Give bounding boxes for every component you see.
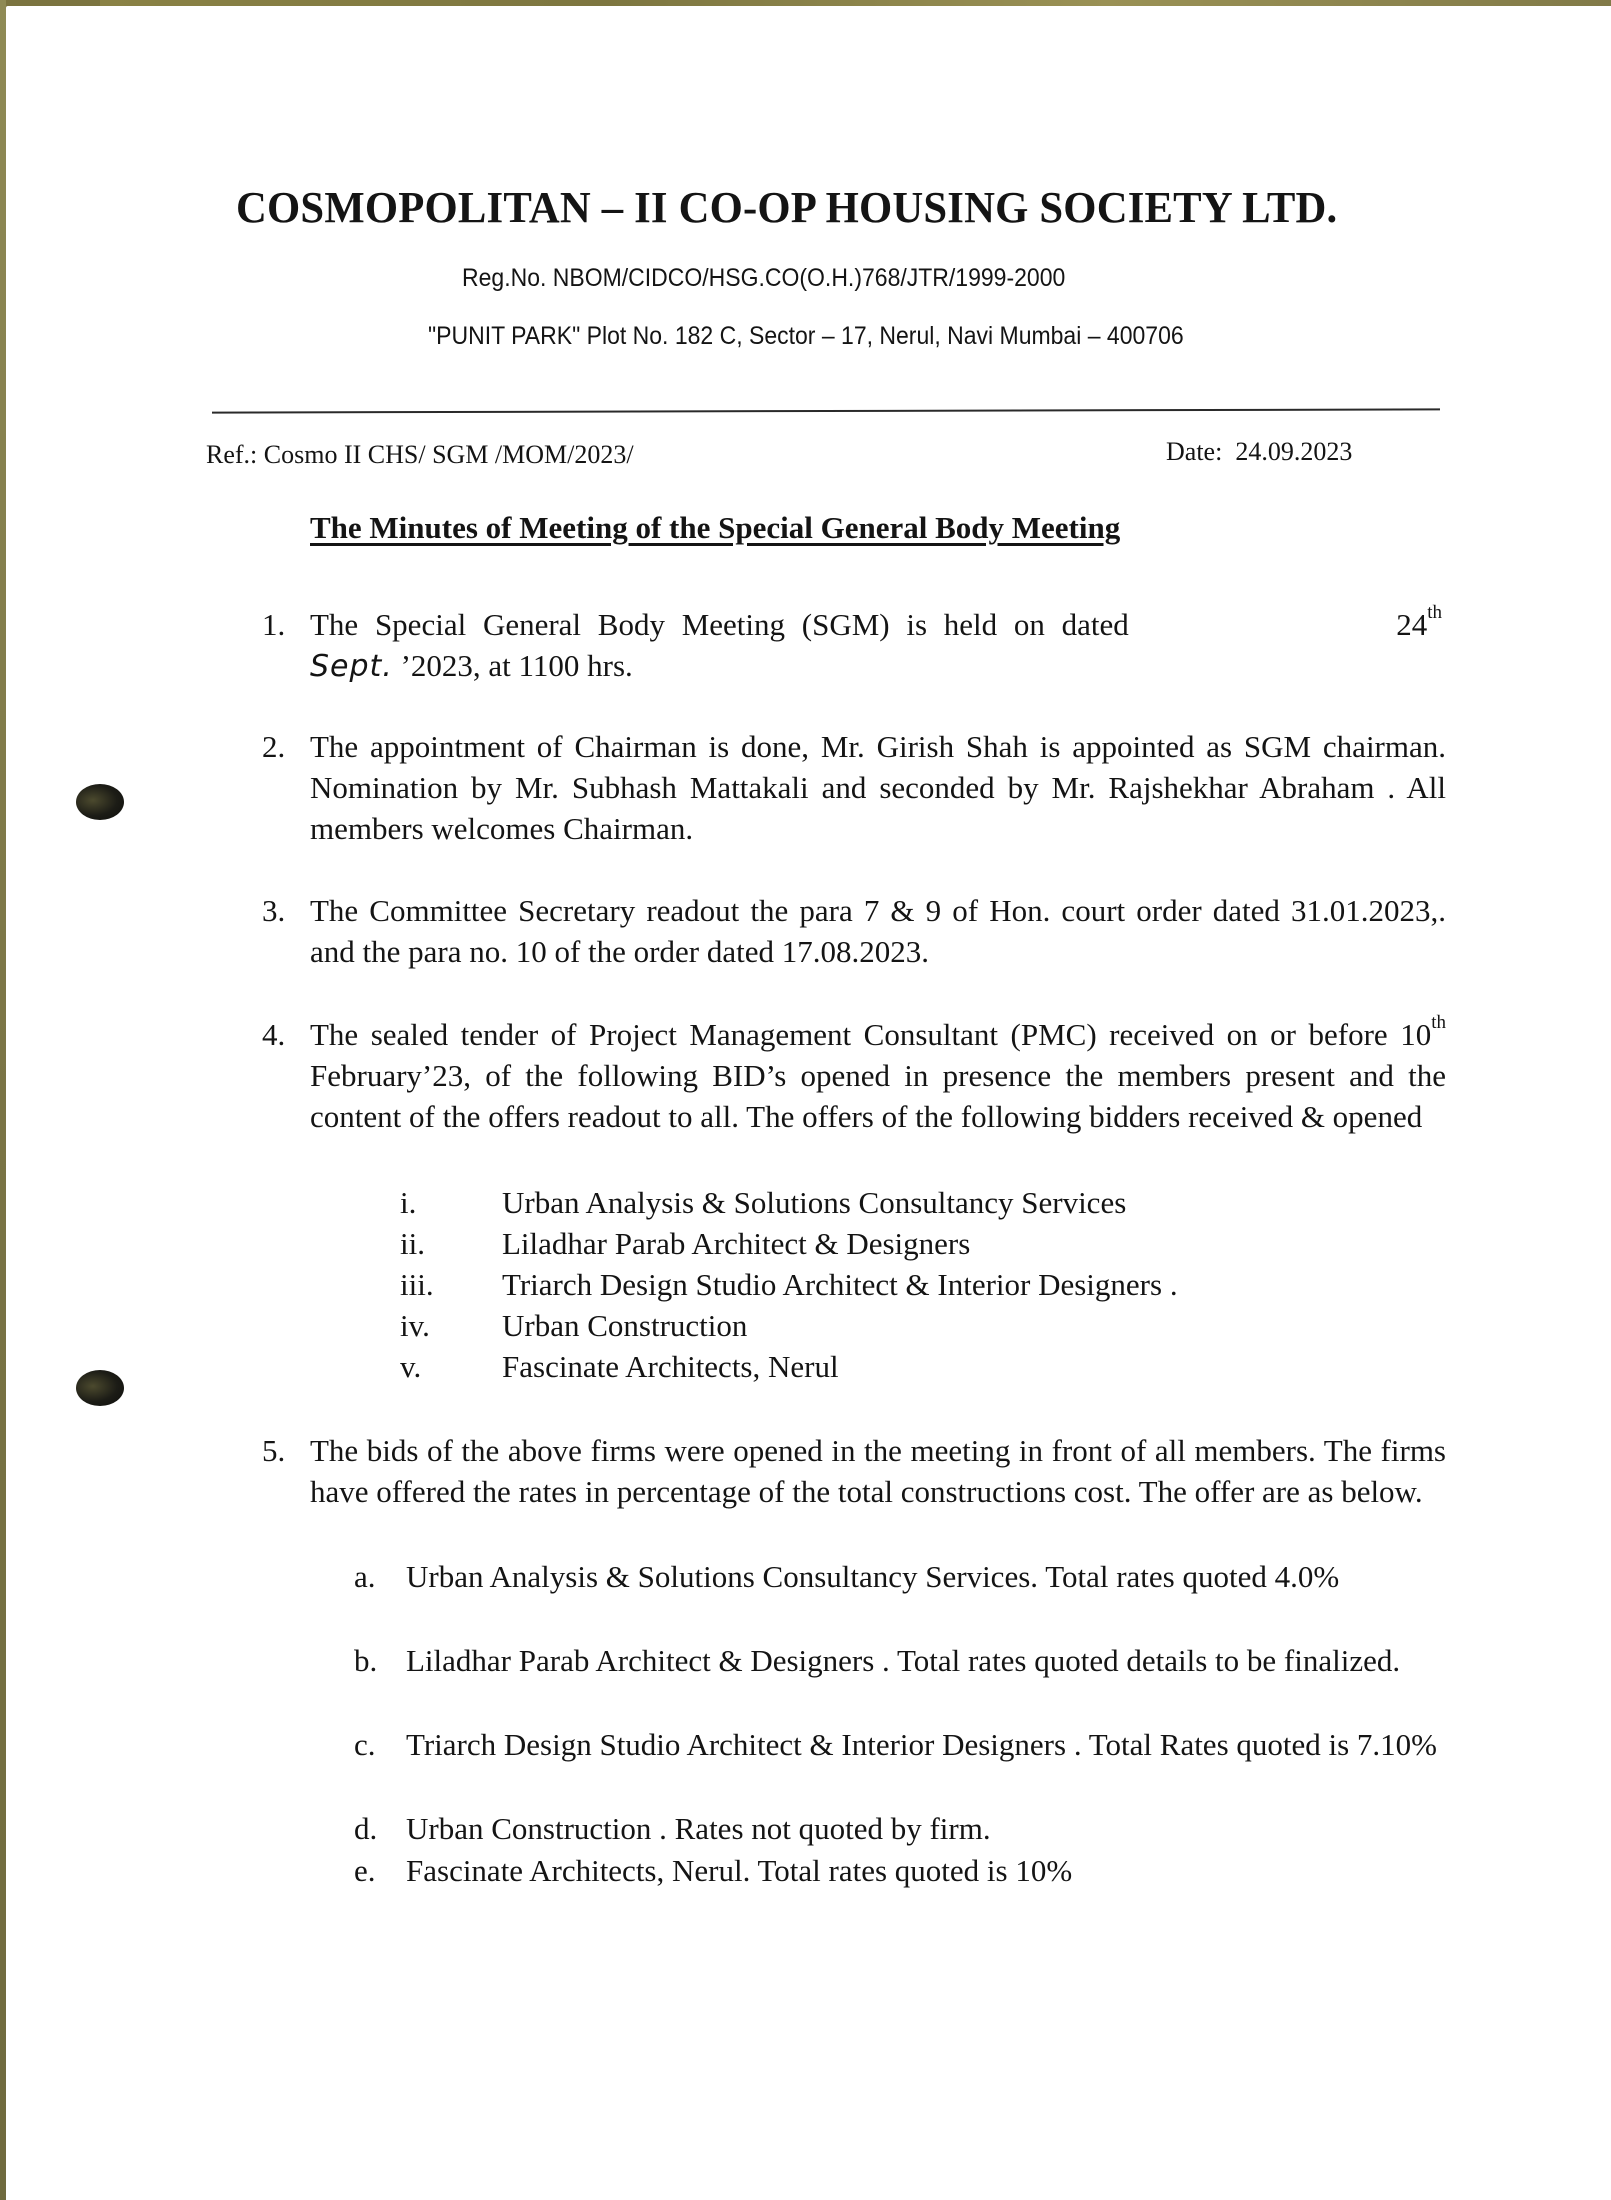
- item-text: The Special General Body Meeting (SGM) is held on dated: [310, 607, 1129, 642]
- day-number: 24: [1396, 607, 1428, 642]
- item-number: 1.: [262, 607, 286, 642]
- bidder-name: Urban Construction: [502, 1308, 748, 1343]
- minutes-title: The Minutes of Meeting of the Special General Body Meeting: [310, 510, 1121, 545]
- handwritten-month: Sept.: [310, 649, 393, 684]
- date-label: Date:: [1166, 437, 1223, 466]
- offer-item-b: [354, 1640, 1452, 1682]
- offer-text: Liladhar Parab Architect & Designers . Total rates quoted details to be finalized.: [406, 1643, 1401, 1678]
- offer-text: Triarch Design Studio Architect & Interior Designers . Total Rates quoted is 7.10%: [406, 1727, 1438, 1762]
- bidder-name: Fascinate Architects, Nerul: [502, 1349, 839, 1384]
- item-body: [310, 1011, 1446, 1137]
- bidder-name: Urban Analysis & Solutions Consultancy Services: [502, 1185, 1127, 1220]
- hole-punch-bottom: [76, 1370, 124, 1406]
- offer-letter: a.: [354, 1559, 376, 1594]
- item-text-continued: February’23, of the following BID’s opened in presence the members present and the content of the offers readout to all. The offers of the following bidders received & opened: [310, 1058, 1446, 1134]
- minutes-item-1: [262, 601, 1446, 687]
- bidder-name: Triarch Design Studio Architect & Interior Designers .: [502, 1267, 1178, 1302]
- offer-item-c: [354, 1724, 1452, 1766]
- offer-letter: b.: [354, 1643, 378, 1678]
- society-address: "PUNIT PARK" Plot No. 182 C, Sector – 17, Nerul, Navi Mumbai – 400706: [428, 322, 1184, 350]
- item-number: 5.: [262, 1433, 286, 1468]
- meeting-day: [1396, 601, 1442, 645]
- minutes-item-2: [262, 726, 1446, 849]
- bidder-numeral: ii.: [400, 1226, 425, 1261]
- item-text: The sealed tender of Project Management Consultant (PMC) received on or before 10: [310, 1017, 1432, 1052]
- offer-item-d: [354, 1808, 1452, 1850]
- date-value: 24.09.2023: [1235, 437, 1353, 466]
- bidder-numeral: v.: [400, 1349, 422, 1384]
- bidder-numeral: iv.: [400, 1308, 430, 1343]
- minutes-item-3: [262, 890, 1446, 972]
- offer-text: Urban Construction . Rates not quoted by firm.: [406, 1811, 991, 1846]
- bidder-numeral: i.: [400, 1185, 417, 1220]
- item-body: The Committee Secretary readout the para 7 & 9 of Hon. court order dated 31.01.2023,. and the para no. 10 of the order dated 17.08.2023.: [310, 893, 1446, 969]
- minutes-item-4: [262, 1011, 1446, 1137]
- offer-letter: c.: [354, 1727, 376, 1762]
- bidder-numeral: iii.: [400, 1267, 434, 1302]
- ordinal-suffix: th: [1431, 1011, 1446, 1033]
- document-date: [1166, 437, 1352, 467]
- offer-item-e: [354, 1850, 1452, 1892]
- offer-letter: d.: [354, 1811, 378, 1846]
- day-suffix: th: [1427, 601, 1442, 623]
- registration-number: Reg.No. NBOM/CIDCO/HSG.CO(O.H.)768/JTR/1999-2000: [462, 264, 1066, 292]
- offer-letter: e.: [354, 1853, 376, 1888]
- offer-item-a: [354, 1556, 1452, 1598]
- hole-punch-top: [76, 784, 124, 820]
- item-text-continued: ’2023, at 1100 hrs.: [400, 648, 633, 683]
- item-body: The bids of the above firms were opened in the meeting in front of all members. The firms have offered the rates in percentage of the total constructions cost. The offer are as below.: [310, 1433, 1446, 1509]
- item-body: The appointment of Chairman is done, Mr. Girish Shah is appointed as SGM chairman. Nomination by Mr. Subhash Mattakali and seconded by Mr. Rajshekhar Abraham . All members welcomes Chairman.: [310, 729, 1446, 846]
- organization-title: COSMOPOLITAN – II CO-OP HOUSING SOCIETY LTD.: [236, 183, 1338, 232]
- item-body: [310, 601, 1446, 687]
- item-number: 4.: [262, 1017, 286, 1052]
- item-number: 3.: [262, 893, 286, 928]
- offer-text: Fascinate Architects, Nerul. Total rates quoted is 10%: [406, 1853, 1073, 1888]
- minutes-item-5: [262, 1430, 1446, 1512]
- item-number: 2.: [262, 729, 286, 764]
- bidder-name: Liladhar Parab Architect & Designers: [502, 1226, 971, 1261]
- reference-number: Ref.: Cosmo II CHS/ SGM /MOM/2023/: [206, 440, 634, 469]
- offer-text: Urban Analysis & Solutions Consultancy Services. Total rates quoted 4.0%: [406, 1559, 1340, 1594]
